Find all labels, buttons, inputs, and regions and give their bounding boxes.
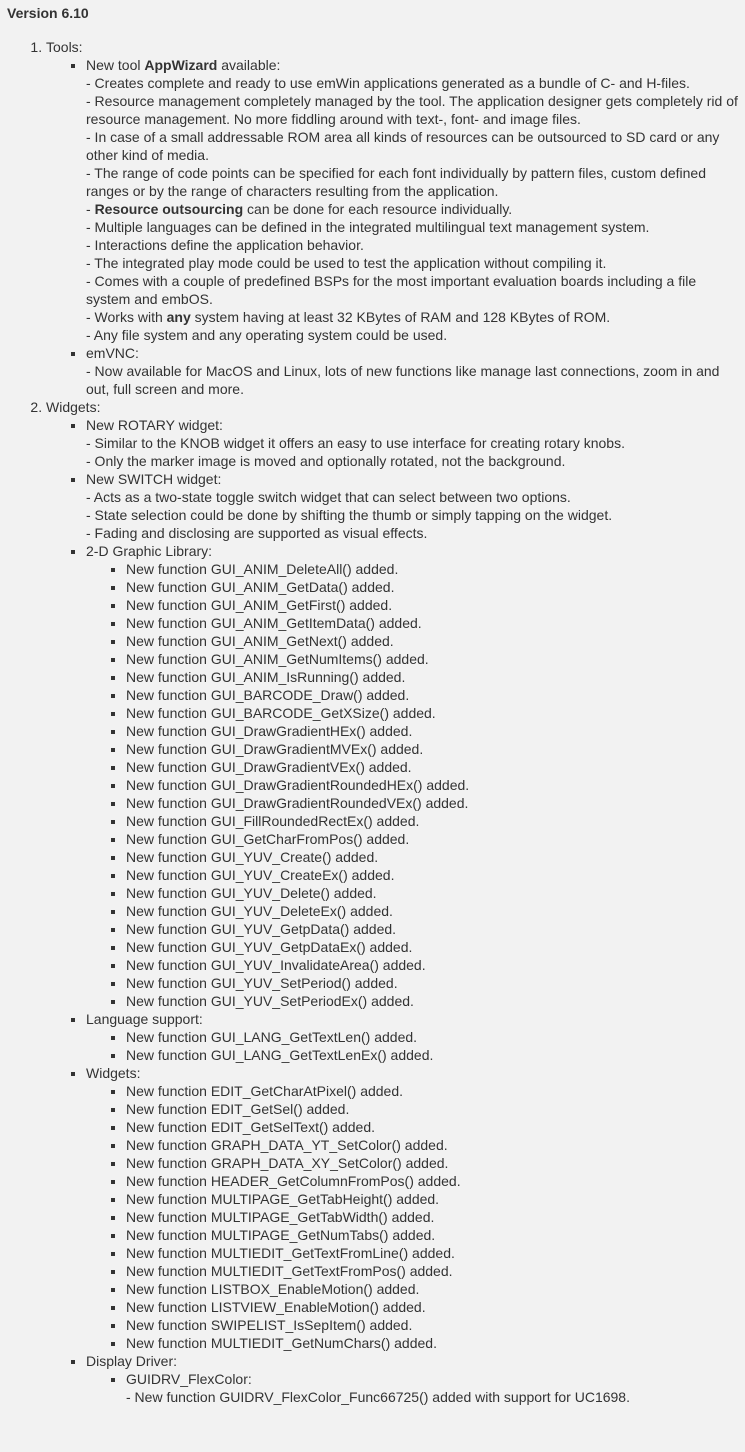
item-heading bbox=[126, 650, 740, 668]
item-heading bbox=[126, 1028, 740, 1046]
text-segment: 2-D Graphic Library: bbox=[86, 543, 213, 559]
function-item bbox=[126, 1280, 740, 1298]
text-segment: can be done for each resource individually. bbox=[243, 201, 513, 217]
text-segment: New function GRAPH_DATA_YT_SetColor() added. bbox=[126, 1137, 448, 1153]
text-segment: New function GUI_BARCODE_GetXSize() added. bbox=[126, 705, 436, 721]
item-detail-line bbox=[86, 308, 740, 326]
item-heading bbox=[126, 848, 740, 866]
item-heading bbox=[126, 902, 740, 920]
item-heading bbox=[86, 344, 740, 362]
function-item bbox=[126, 1334, 740, 1352]
section-item bbox=[46, 38, 740, 398]
item-heading bbox=[126, 992, 740, 1010]
text-segment: New function EDIT_GetSelText() added. bbox=[126, 1119, 376, 1135]
text-segment: Widgets: bbox=[86, 1065, 141, 1081]
text-segment: - Now available for MacOS and Linux, lots of new functions like manage last connections, zoom in and out, full screen and more. bbox=[86, 363, 720, 397]
text-segment: - In case of a small addressable ROM area all kinds of resources can be outsourced to SD card or any other kind of media. bbox=[86, 129, 720, 163]
item-heading bbox=[126, 632, 740, 650]
item-heading bbox=[126, 1046, 740, 1064]
item-heading bbox=[126, 1262, 740, 1280]
item-heading bbox=[126, 560, 740, 578]
text-segment: New function GUI_YUV_SetPeriodEx() added. bbox=[126, 993, 414, 1009]
item-heading bbox=[126, 1172, 740, 1190]
text-segment: New function EDIT_GetSel() added. bbox=[126, 1101, 350, 1117]
text-segment: New function GUI_ANIM_GetItemData() added. bbox=[126, 615, 422, 631]
text-segment: - State selection could be done by shifting the thumb or simply tapping on the widget. bbox=[86, 507, 613, 523]
function-item bbox=[126, 596, 740, 614]
item-heading bbox=[126, 830, 740, 848]
section-item bbox=[46, 398, 740, 1406]
text-segment: New function GUI_YUV_InvalidateArea() added. bbox=[126, 957, 426, 973]
text-segment: New function MULTIPAGE_GetNumTabs() added. bbox=[126, 1227, 436, 1243]
item-detail-line bbox=[86, 488, 740, 506]
list-item bbox=[86, 416, 740, 470]
function-item bbox=[126, 1154, 740, 1172]
list-item bbox=[86, 1010, 740, 1064]
function-item bbox=[126, 956, 740, 974]
item-detail-line bbox=[86, 506, 740, 524]
text-segment: New function GUI_YUV_Create() added. bbox=[126, 849, 379, 865]
text-segment: New function GUI_FillRoundedRectEx() added. bbox=[126, 813, 420, 829]
text-segment: New function MULTIPAGE_GetTabWidth() added. bbox=[126, 1209, 435, 1225]
item-heading bbox=[86, 470, 740, 488]
item-heading bbox=[126, 686, 740, 704]
function-item bbox=[126, 812, 740, 830]
item-heading bbox=[126, 1100, 740, 1118]
function-item bbox=[126, 974, 740, 992]
function-item bbox=[126, 668, 740, 686]
item-heading bbox=[126, 704, 740, 722]
text-segment: - Comes with a couple of predefined BSPs for the most important evaluation boards including a file system and embOS. bbox=[86, 273, 697, 307]
text-segment: New function GUI_YUV_DeleteEx() added. bbox=[126, 903, 393, 919]
text-segment: - Fading and disclosing are supported as visual effects. bbox=[86, 525, 428, 541]
text-segment: New tool bbox=[86, 57, 145, 73]
text-segment: New SWITCH widget: bbox=[86, 471, 222, 487]
text-segment: - Similar to the KNOB widget it offers an easy to use interface for creating rotary knobs. bbox=[86, 435, 625, 451]
item-heading bbox=[86, 416, 740, 434]
function-list bbox=[86, 560, 740, 1010]
function-item bbox=[126, 560, 740, 578]
text-segment: - Works with bbox=[86, 309, 167, 325]
text-segment: - The range of code points can be specified for each font individually by pattern files, custom defined ranges or by the range of characters resulting from the application. bbox=[86, 165, 706, 199]
emphasis-text: AppWizard bbox=[144, 57, 218, 73]
function-item bbox=[126, 1298, 740, 1316]
text-segment: New function EDIT_GetCharAtPixel() added. bbox=[126, 1083, 404, 1099]
function-item bbox=[126, 776, 740, 794]
text-segment: New function GUI_DrawGradientHEx() added. bbox=[126, 723, 413, 739]
function-item bbox=[126, 1082, 740, 1100]
function-item bbox=[126, 1028, 740, 1046]
item-detail-line bbox=[86, 452, 740, 470]
function-item bbox=[126, 1226, 740, 1244]
list-item bbox=[86, 470, 740, 542]
item-heading bbox=[126, 776, 740, 794]
section-label: 1. Tools: bbox=[46, 39, 83, 55]
function-item bbox=[126, 1208, 740, 1226]
section-sublist bbox=[46, 56, 740, 398]
item-heading bbox=[126, 1316, 740, 1334]
text-segment: New function LISTBOX_EnableMotion() added. bbox=[126, 1281, 420, 1297]
text-segment: New function GUI_DrawGradientRoundedHEx() added. bbox=[126, 777, 470, 793]
list-item bbox=[86, 344, 740, 398]
item-heading bbox=[126, 614, 740, 632]
item-detail-line bbox=[86, 326, 740, 344]
item-detail-line bbox=[86, 524, 740, 542]
function-item bbox=[126, 830, 740, 848]
text-segment: New function GUI_DrawGradientMVEx() added. bbox=[126, 741, 424, 757]
text-segment: New function LISTVIEW_EnableMotion() added. bbox=[126, 1299, 426, 1315]
text-segment: New function GUI_ANIM_GetData() added. bbox=[126, 579, 395, 595]
function-item bbox=[126, 1118, 740, 1136]
item-heading bbox=[126, 578, 740, 596]
item-heading bbox=[126, 758, 740, 776]
function-item bbox=[126, 1100, 740, 1118]
item-heading bbox=[86, 1010, 740, 1028]
text-segment: New function GUI_ANIM_DeleteAll() added. bbox=[126, 561, 399, 577]
function-item bbox=[126, 704, 740, 722]
function-list bbox=[86, 1082, 740, 1352]
function-item bbox=[126, 758, 740, 776]
function-item bbox=[126, 992, 740, 1010]
text-segment: New function GUI_YUV_GetpDataEx() added. bbox=[126, 939, 413, 955]
text-segment: New function GUI_BARCODE_Draw() added. bbox=[126, 687, 410, 703]
text-segment: New function GUI_ANIM_GetFirst() added. bbox=[126, 597, 393, 613]
item-heading bbox=[126, 920, 740, 938]
text-segment: New function GUI_LANG_GetTextLenEx() added. bbox=[126, 1047, 434, 1063]
item-heading bbox=[126, 974, 740, 992]
list-item bbox=[86, 1064, 740, 1352]
item-heading bbox=[126, 1136, 740, 1154]
text-segment: New function GRAPH_DATA_XY_SetColor() added. bbox=[126, 1155, 449, 1171]
function-item bbox=[126, 614, 740, 632]
text-segment: New function GUI_YUV_GetpData() added. bbox=[126, 921, 397, 937]
function-item bbox=[126, 794, 740, 812]
text-segment: system having at least 32 KBytes of RAM and 128 KBytes of ROM. bbox=[190, 309, 611, 325]
function-item bbox=[126, 740, 740, 758]
text-segment: New function GUI_DrawGradientVEx() added. bbox=[126, 759, 412, 775]
item-detail-line bbox=[86, 272, 740, 308]
text-segment: New function GUI_ANIM_GetNext() added. bbox=[126, 633, 394, 649]
text-segment: New function MULTIEDIT_GetNumChars() added. bbox=[126, 1335, 437, 1351]
item-heading bbox=[126, 1298, 740, 1316]
sections-list bbox=[7, 38, 740, 1406]
text-segment: - Acts as a two-state toggle switch widget that can select between two options. bbox=[86, 489, 571, 505]
text-segment: - New function GUIDRV_FlexColor_Func66725() added with support for UC1698. bbox=[126, 1389, 630, 1405]
item-detail-line bbox=[86, 362, 740, 398]
text-segment: GUIDRV_FlexColor: bbox=[126, 1371, 252, 1387]
list-item bbox=[86, 1352, 740, 1406]
text-segment: - Resource management completely managed by the tool. The application designer gets completely rid of resource management. No more fiddling around with text-, font- and image files. bbox=[86, 93, 738, 127]
text-segment: - Multiple languages can be defined in the integrated multilingual text management system. bbox=[86, 219, 650, 235]
emphasis-text: Resource outsourcing bbox=[94, 201, 244, 217]
function-list bbox=[86, 1370, 740, 1406]
item-heading bbox=[126, 668, 740, 686]
text-segment: available: bbox=[217, 57, 281, 73]
text-segment: New function GUI_GetCharFromPos() added. bbox=[126, 831, 410, 847]
item-detail-line bbox=[86, 434, 740, 452]
item-detail-line bbox=[126, 1388, 740, 1406]
text-segment: - bbox=[86, 201, 95, 217]
item-heading bbox=[126, 794, 740, 812]
function-item bbox=[126, 686, 740, 704]
text-segment: New function SWIPELIST_IsSepItem() added. bbox=[126, 1317, 413, 1333]
text-segment: emVNC: bbox=[86, 345, 139, 361]
item-heading bbox=[126, 1280, 740, 1298]
item-heading bbox=[126, 1226, 740, 1244]
text-segment: New ROTARY widget: bbox=[86, 417, 223, 433]
item-heading bbox=[86, 542, 740, 560]
function-item bbox=[126, 1046, 740, 1064]
item-heading bbox=[126, 1370, 740, 1388]
text-segment: New function GUI_YUV_Delete() added. bbox=[126, 885, 377, 901]
item-detail-line bbox=[86, 218, 740, 236]
function-item bbox=[126, 650, 740, 668]
item-detail-line bbox=[86, 92, 740, 128]
list-item bbox=[86, 56, 740, 344]
item-heading bbox=[126, 1334, 740, 1352]
item-detail-line bbox=[86, 254, 740, 272]
item-heading bbox=[126, 866, 740, 884]
function-item bbox=[126, 632, 740, 650]
item-heading bbox=[126, 596, 740, 614]
function-item bbox=[126, 884, 740, 902]
item-heading bbox=[86, 1352, 740, 1370]
function-item bbox=[126, 1370, 740, 1406]
text-segment: Display Driver: bbox=[86, 1353, 178, 1369]
section-label: 2. Widgets: bbox=[46, 399, 101, 415]
function-list bbox=[86, 1028, 740, 1064]
item-heading bbox=[126, 1244, 740, 1262]
item-detail-line bbox=[86, 164, 740, 200]
text-segment: Language support: bbox=[86, 1011, 203, 1027]
function-item bbox=[126, 1316, 740, 1334]
function-item bbox=[126, 1190, 740, 1208]
text-segment: New function MULTIEDIT_GetTextFromLine() added. bbox=[126, 1245, 455, 1261]
item-heading bbox=[126, 812, 740, 830]
text-segment: New function GUI_ANIM_GetNumItems() added. bbox=[126, 651, 429, 667]
section-sublist bbox=[46, 416, 740, 1406]
text-segment: New function HEADER_GetColumnFromPos() added. bbox=[126, 1173, 461, 1189]
text-segment: New function MULTIEDIT_GetTextFromPos() added. bbox=[126, 1263, 453, 1279]
function-item bbox=[126, 578, 740, 596]
function-item bbox=[126, 920, 740, 938]
emphasis-text: any bbox=[166, 309, 191, 325]
text-segment: New function GUI_YUV_CreateEx() added. bbox=[126, 867, 395, 883]
item-heading bbox=[126, 956, 740, 974]
item-heading bbox=[126, 1118, 740, 1136]
text-segment: New function GUI_YUV_SetPeriod() added. bbox=[126, 975, 398, 991]
item-detail-line bbox=[86, 236, 740, 254]
item-heading bbox=[126, 884, 740, 902]
item-heading bbox=[126, 740, 740, 758]
item-heading bbox=[126, 1082, 740, 1100]
function-item bbox=[126, 848, 740, 866]
text-segment: - The integrated play mode could be used to test the application without compiling it. bbox=[86, 255, 607, 271]
version-heading: Version 6.10 bbox=[7, 5, 89, 21]
item-detail-line bbox=[86, 74, 740, 92]
text-segment: New function GUI_LANG_GetTextLen() added. bbox=[126, 1029, 418, 1045]
function-item bbox=[126, 722, 740, 740]
function-item bbox=[126, 1262, 740, 1280]
text-segment: - Creates complete and ready to use emWin applications generated as a bundle of C- and H-files. bbox=[86, 75, 690, 91]
text-segment: New function MULTIPAGE_GetTabHeight() added. bbox=[126, 1191, 440, 1207]
item-heading bbox=[126, 722, 740, 740]
function-item bbox=[126, 938, 740, 956]
function-item bbox=[126, 866, 740, 884]
list-item bbox=[86, 542, 740, 1010]
text-segment: - Any file system and any operating system could be used. bbox=[86, 327, 448, 343]
text-segment: New function GUI_ANIM_IsRunning() added. bbox=[126, 669, 406, 685]
item-heading bbox=[86, 56, 740, 74]
item-heading bbox=[126, 1154, 740, 1172]
function-item bbox=[126, 902, 740, 920]
function-item bbox=[126, 1244, 740, 1262]
item-heading bbox=[126, 938, 740, 956]
function-item bbox=[126, 1172, 740, 1190]
function-item bbox=[126, 1136, 740, 1154]
item-detail-line bbox=[86, 128, 740, 164]
text-segment: - Interactions define the application behavior. bbox=[86, 237, 364, 253]
item-heading bbox=[126, 1190, 740, 1208]
item-detail-line bbox=[86, 200, 740, 218]
text-segment: New function GUI_DrawGradientRoundedVEx() added. bbox=[126, 795, 469, 811]
text-segment: - Only the marker image is moved and optionally rotated, not the background. bbox=[86, 453, 566, 469]
item-heading bbox=[86, 1064, 740, 1082]
item-heading bbox=[126, 1208, 740, 1226]
